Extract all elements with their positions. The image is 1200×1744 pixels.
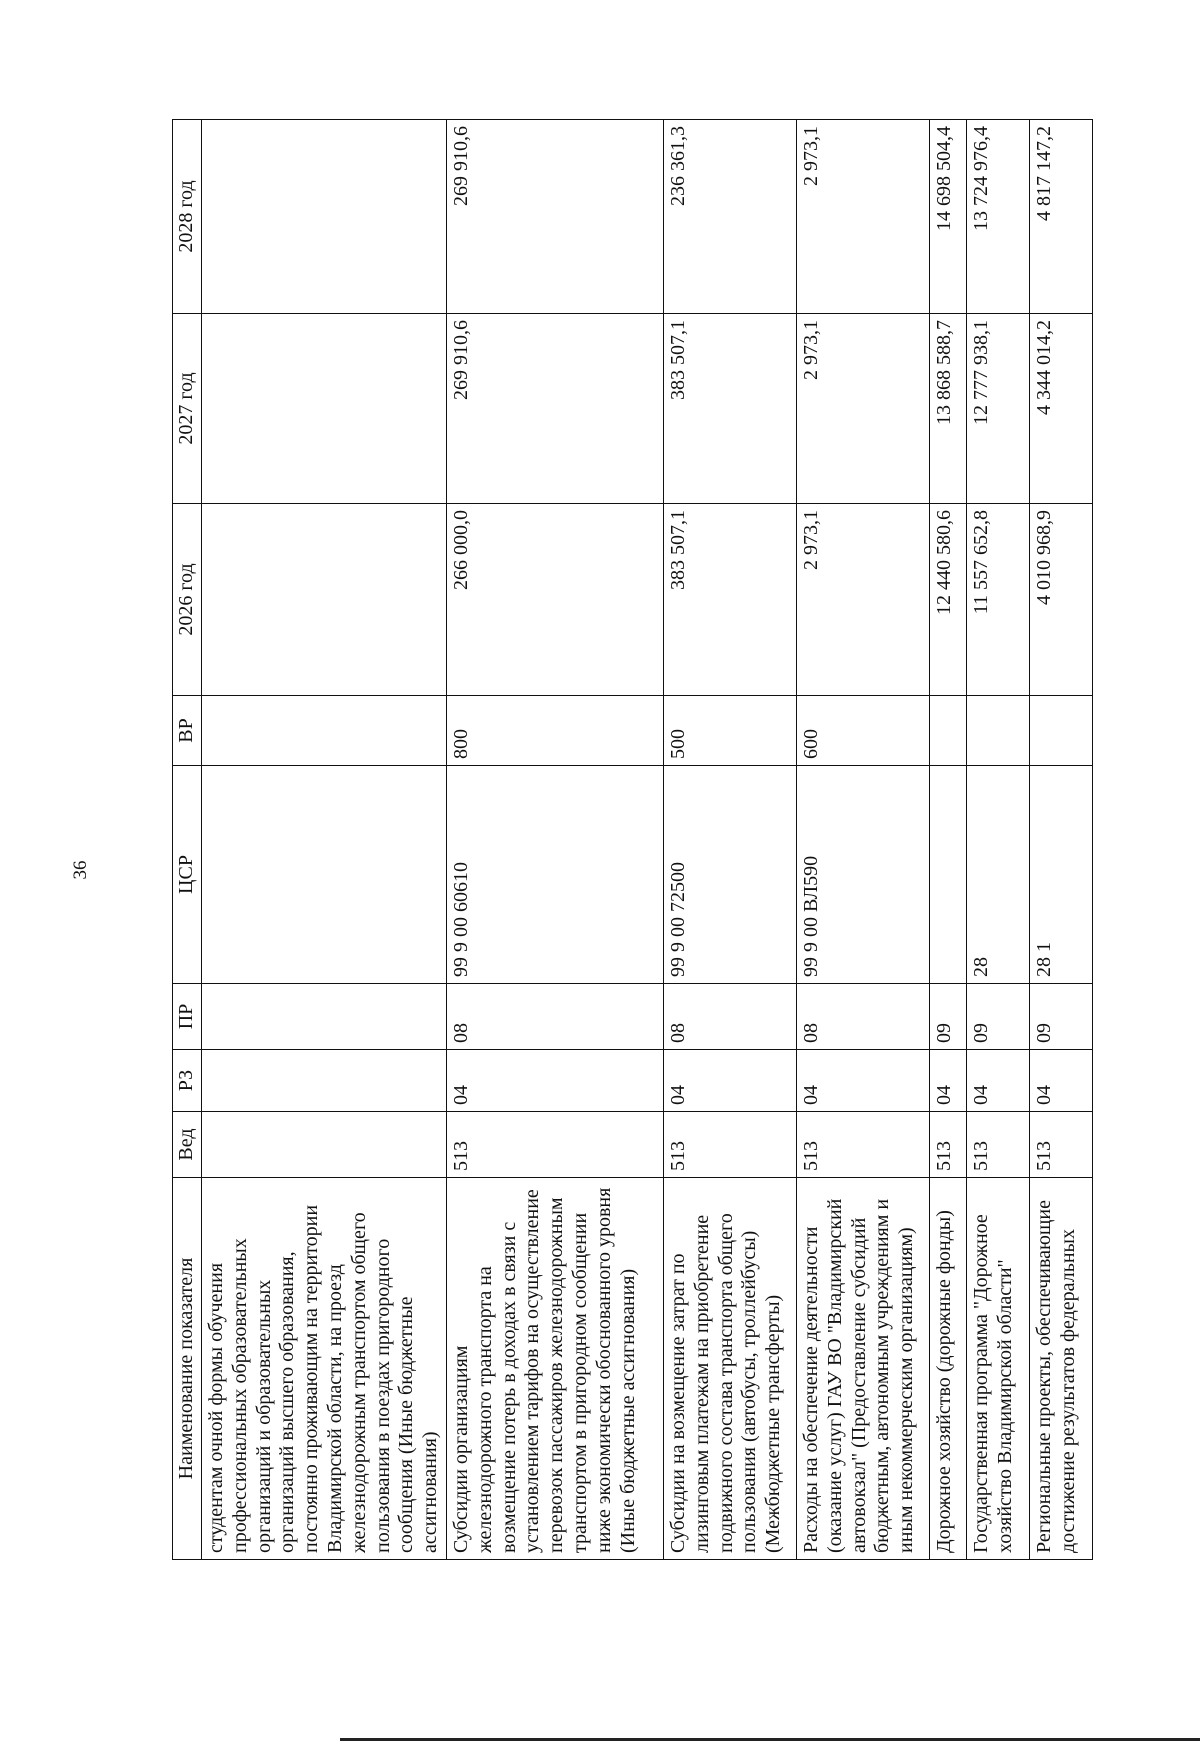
- row-2026: [202, 504, 447, 696]
- row-csr: [202, 766, 447, 984]
- row-2026: 383 507,1: [663, 504, 796, 696]
- header-2028: 2028 год: [173, 120, 202, 314]
- header-ved: Вед: [173, 1112, 202, 1178]
- row-name: Региональные проекты, обеспечивающие достижение результатов федеральных: [1029, 1178, 1092, 1560]
- row-ved: [202, 1112, 447, 1178]
- header-csr: ЦСР: [173, 766, 202, 984]
- header-2027: 2027 год: [173, 314, 202, 504]
- row-name: студентам очной формы обучения профессиональных образовательных организаций и образовательных организаций высшего образования, постоянно проживающим на территории Владимирской области, на проезд железнодорожным транспортом общего пользования в поездах пригородного сообщения (Иные бюджетные ассигнования): [202, 1178, 447, 1560]
- row-vr: 500: [663, 696, 796, 766]
- row-name: Государственная программа "Дорожное хозяйство Владимирской области": [966, 1178, 1029, 1560]
- row-pr: [202, 984, 447, 1050]
- row-2028: 4 817 147,2: [1029, 120, 1092, 314]
- header-name: Наименование показателя: [173, 1178, 202, 1560]
- row-2028: 236 361,3: [663, 120, 796, 314]
- row-2027: 2 973,1: [796, 314, 929, 504]
- row-2027: 12 777 938,1: [966, 314, 1029, 504]
- row-vr: [966, 696, 1029, 766]
- table-row: [929, 120, 966, 1560]
- row-pr: 08: [796, 984, 929, 1050]
- row-2028: [202, 120, 447, 314]
- row-pr: 09: [929, 984, 966, 1050]
- table-row: [446, 120, 663, 1560]
- row-rz: 04: [1029, 1050, 1092, 1112]
- table-row: [796, 120, 929, 1560]
- row-ved: 513: [929, 1112, 966, 1178]
- row-ved: 513: [663, 1112, 796, 1178]
- header-pr: ПР: [173, 984, 202, 1050]
- header-rz: РЗ: [173, 1050, 202, 1112]
- header-row: [173, 120, 202, 1560]
- row-vr: 600: [796, 696, 929, 766]
- row-pr: 08: [446, 984, 663, 1050]
- row-name: Расходы на обеспечение деятельности (оказание услуг) ГАУ ВО "Владимирский автовокзал" (Предоставление субсидий бюджетным, автономным учреждениям и иным некоммерческим организациям): [796, 1178, 929, 1560]
- row-2027: [202, 314, 447, 504]
- row-pr: 09: [966, 984, 1029, 1050]
- table-row: [202, 120, 447, 1560]
- header-vr: ВР: [173, 696, 202, 766]
- row-pr: 09: [1029, 984, 1092, 1050]
- row-2027: 383 507,1: [663, 314, 796, 504]
- row-csr: 99 9 00 60610: [446, 766, 663, 984]
- row-ved: 513: [1029, 1112, 1092, 1178]
- row-2026: 4 010 968,9: [1029, 504, 1092, 696]
- table-row: [1029, 120, 1092, 1560]
- row-name: Дорожное хозяйство (дорожные фонды): [929, 1178, 966, 1560]
- row-csr: 28: [966, 766, 1029, 984]
- table-row: [966, 120, 1029, 1560]
- row-csr: 28 1: [1029, 766, 1092, 984]
- row-csr: [929, 766, 966, 984]
- budget-table: [172, 119, 1093, 1560]
- row-name: Субсидии на возмещение затрат по лизинговым платежам на приобретение подвижного состава транспорта общего пользования (автобусы, троллейбусы) (Межбюджетные трансферты): [663, 1178, 796, 1560]
- page-number: 36: [70, 860, 91, 880]
- row-2026: 266 000,0: [446, 504, 663, 696]
- row-2028: 2 973,1: [796, 120, 929, 314]
- row-ved: 513: [446, 1112, 663, 1178]
- row-rz: 04: [966, 1050, 1029, 1112]
- budget-table-rotated: [172, 120, 1122, 1560]
- row-2026: 12 440 580,6: [929, 504, 966, 696]
- row-2027: 4 344 014,2: [1029, 314, 1092, 504]
- row-2028: 13 724 976,4: [966, 120, 1029, 314]
- row-2028: 269 910,6: [446, 120, 663, 314]
- row-ved: 513: [796, 1112, 929, 1178]
- row-rz: 04: [663, 1050, 796, 1112]
- row-rz: 04: [929, 1050, 966, 1112]
- row-2026: 11 557 652,8: [966, 504, 1029, 696]
- row-2028: 14 698 504,4: [929, 120, 966, 314]
- row-vr: [202, 696, 447, 766]
- row-vr: [929, 696, 966, 766]
- row-rz: 04: [796, 1050, 929, 1112]
- row-rz: [202, 1050, 447, 1112]
- bottom-rule: [340, 1738, 1200, 1741]
- row-csr: 99 9 00 ВЛ590: [796, 766, 929, 984]
- row-2027: 269 910,6: [446, 314, 663, 504]
- row-pr: 08: [663, 984, 796, 1050]
- row-csr: 99 9 00 72500: [663, 766, 796, 984]
- row-vr: 800: [446, 696, 663, 766]
- row-name: Субсидии организациям железнодорожного транспорта на возмещение потерь в доходах в связи с установлением тарифов на осуществление перевозок пассажиров железнодорожным транспортом в пригородном сообщении ниже экономически обоснованного уровня (Иные бюджетные ассигнования): [446, 1178, 663, 1560]
- row-vr: [1029, 696, 1092, 766]
- row-2026: 2 973,1: [796, 504, 929, 696]
- table-row: [663, 120, 796, 1560]
- row-2027: 13 868 588,7: [929, 314, 966, 504]
- row-ved: 513: [966, 1112, 1029, 1178]
- header-2026: 2026 год: [173, 504, 202, 696]
- row-rz: 04: [446, 1050, 663, 1112]
